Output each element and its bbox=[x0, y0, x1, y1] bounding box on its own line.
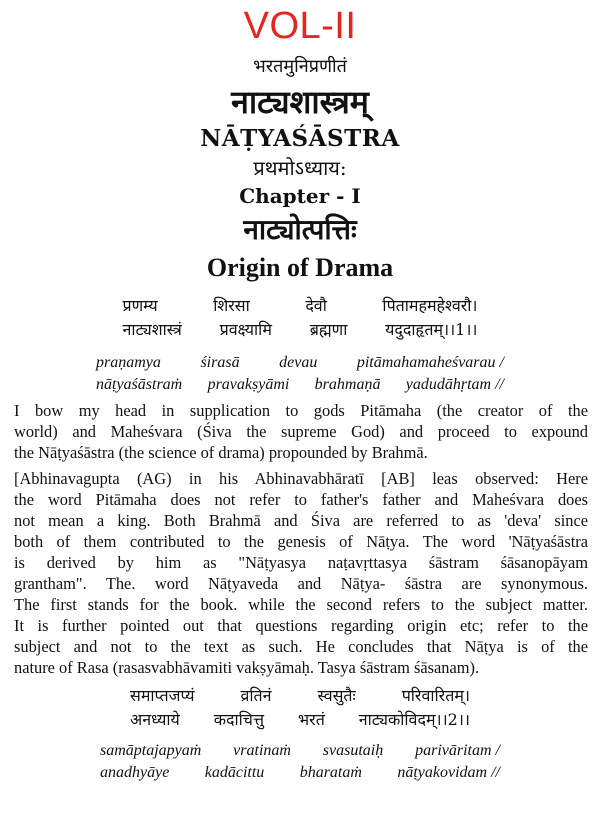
verse-word: यदुदाहृतम्।।1।। bbox=[385, 320, 478, 339]
verse-word: प्रवक्ष्यामि bbox=[219, 320, 272, 339]
verse-word: कदाचित्तु bbox=[213, 710, 265, 729]
verse-word: नाट्यशास्त्रं bbox=[122, 320, 182, 339]
verse-word: पितामहमहेश्वरौ। bbox=[382, 296, 478, 315]
commentary-line: not mean a king. Both Brahmā and Śiva are referred to as 'deva' since bbox=[14, 511, 588, 530]
verse-word: स्वसुतैः bbox=[317, 686, 356, 705]
verse2-translit-line-2 bbox=[100, 762, 500, 784]
verse-word: नाट्यकोविदम्।।2।। bbox=[358, 710, 470, 729]
translit-word: pitāmahamaheśvarau / bbox=[356, 354, 504, 371]
translit-word: pravakṣyāmi bbox=[207, 376, 290, 393]
commentary-line: both of them contributed to the genesis of Nāṭya. The word 'Nāṭyaśāstra bbox=[14, 532, 588, 551]
commentary-line: [Abhinavagupta (AG) in his Abhinavabhāratī [AB] leas observed: Here bbox=[14, 469, 588, 488]
translit-word: brahmaṇā bbox=[314, 376, 381, 393]
verse1-translit-line-2 bbox=[96, 374, 504, 396]
translit-word: śirasā bbox=[200, 354, 240, 371]
verse2-devanagari bbox=[0, 684, 600, 732]
translit-word: nāṭyakovidam // bbox=[397, 764, 500, 781]
translation-paragraph bbox=[14, 400, 588, 463]
commentary-line: the word Pitāmaha does not refer to father's father and Maheśvara does bbox=[14, 490, 588, 509]
translit-word: samāptajapyaṁ bbox=[100, 742, 202, 759]
chapter-sanskrit: प्रथमोऽध्याय: bbox=[253, 156, 347, 180]
commentary-line: It is further pointed out that questions regarding origin etc; refer to the bbox=[14, 616, 588, 635]
translit-word: kadācittu bbox=[204, 764, 265, 781]
book-page bbox=[0, 4, 600, 835]
verse-word: भरतं bbox=[297, 710, 325, 729]
commentary-paragraph bbox=[14, 468, 588, 678]
section-english: Origin of Drama bbox=[206, 253, 394, 282]
verse1-devanagari bbox=[0, 294, 600, 342]
verse1-transliteration bbox=[0, 352, 600, 396]
chapter-english: Chapter - I bbox=[239, 184, 361, 208]
translation-line: I bow my head in supplication to gods Pitāmaha (the creator of the bbox=[14, 401, 588, 420]
title-roman: NĀṬYAŚĀSTRA bbox=[200, 125, 400, 152]
commentary-line: nature of Rasa (rasasvabhāvamiti vakṣyāmaḥ. Tasya śāstram śāsanam). bbox=[14, 658, 480, 677]
commentary-line: The first stands for the book. while the second refers to the subject matter. bbox=[14, 595, 588, 614]
title-sanskrit: नाट्यशास्त्रम् bbox=[231, 83, 369, 121]
volume-label: VOL-II bbox=[243, 5, 357, 47]
translit-word: nāṭyaśāstraṁ bbox=[96, 376, 183, 393]
verse1-line-2 bbox=[123, 318, 478, 342]
verse-word: देवौ bbox=[305, 296, 327, 315]
translit-word: svasutaiḥ bbox=[322, 742, 384, 759]
verse2-line-1 bbox=[130, 684, 470, 708]
translit-word: praṇamya bbox=[96, 354, 161, 371]
translit-word: vratinaṁ bbox=[233, 742, 291, 759]
translit-word: bharataṁ bbox=[299, 764, 362, 781]
verse2-transliteration bbox=[0, 740, 600, 784]
verse1-line-1 bbox=[123, 294, 478, 318]
translit-word: anadhyāye bbox=[100, 764, 170, 781]
translation-line: the Nāṭyaśāstra (the science of drama) propounded by Brahmā. bbox=[14, 443, 428, 462]
attribution-sanskrit: भरतमुनिप्रणीतं bbox=[253, 56, 347, 77]
commentary-line: subject and not to the text as such. He concludes that Nāṭya is of the bbox=[14, 637, 588, 656]
verse2-line-2 bbox=[130, 708, 470, 732]
commentary-line: grantham". The. word Nāṭyaveda and Nāṭya- śāstra are synonymous. bbox=[14, 574, 588, 593]
verse-word: व्रतिनं bbox=[240, 686, 272, 705]
translit-word: devau bbox=[279, 354, 318, 371]
verse-word: प्रणम्य bbox=[122, 296, 158, 315]
translit-word: parivāritam / bbox=[415, 742, 500, 759]
verse-word: ब्रह्मणा bbox=[309, 320, 348, 339]
translation-line: world) and Maheśvara (Śiva the supreme God) and proceed to expound bbox=[14, 422, 588, 441]
verse-word: परिवारितम्। bbox=[401, 686, 470, 705]
verse1-translit-line-1 bbox=[96, 352, 504, 374]
verse-word: अनध्याये bbox=[130, 710, 180, 729]
commentary-line: is derived by him as "Nāṭyasya naṭavṛttasya śāstram śāsanopāyam bbox=[14, 553, 588, 572]
section-sanskrit: नाट्योत्पत्तिः bbox=[243, 213, 357, 246]
verse-word: समाप्तजप्यं bbox=[130, 686, 195, 705]
translit-word: yadudāhṛtam // bbox=[405, 376, 504, 393]
verse-word: शिरसा bbox=[213, 296, 250, 315]
verse2-translit-line-1 bbox=[100, 740, 500, 762]
